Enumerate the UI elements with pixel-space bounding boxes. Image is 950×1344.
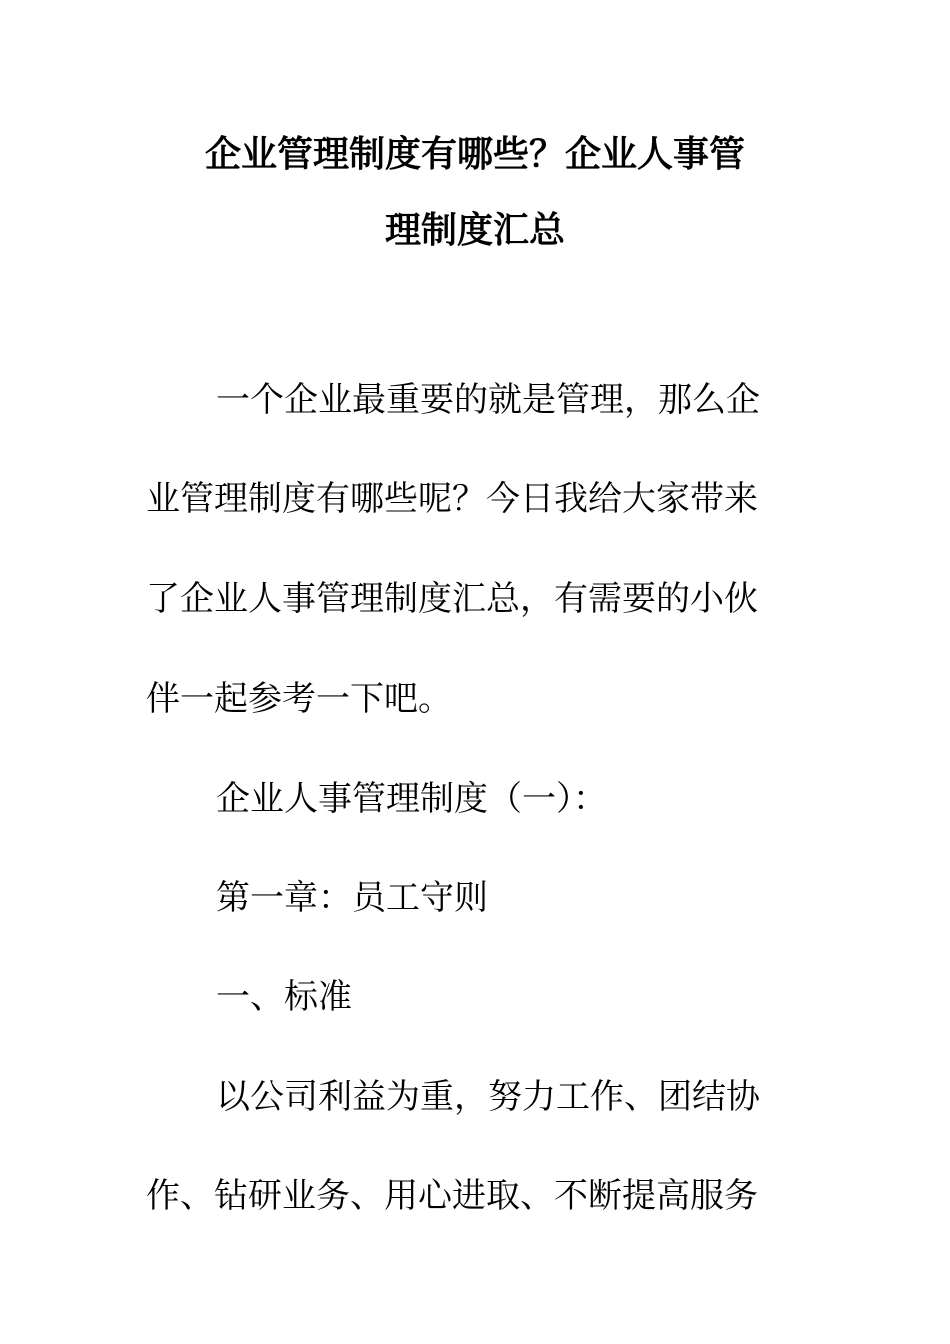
- intro-paragraph-line-4: 伴一起参考一下吧。: [146, 679, 452, 719]
- document-title-line-1: 企业管理制度有哪些？企业人事管: [204, 133, 745, 175]
- body-paragraph-line-1: 以公司利益为重，努力工作、团结协: [216, 1077, 760, 1117]
- document-title-line-2: 理制度汇总: [384, 209, 565, 251]
- intro-paragraph-line-2: 业管理制度有哪些呢？今日我给大家带来: [146, 479, 758, 519]
- chapter-heading: 第一章：员工守则: [216, 878, 488, 918]
- intro-paragraph-line-3: 了企业人事管理制度汇总，有需要的小伙: [146, 579, 758, 619]
- body-paragraph-line-2: 作、钻研业务、用心进取、不断提高服务: [146, 1176, 758, 1216]
- subsection-heading: 一、标准: [216, 977, 352, 1017]
- section-heading: 企业人事管理制度（一）：: [216, 779, 607, 819]
- intro-paragraph-line-1: 一个企业最重要的就是管理，那么企: [216, 380, 760, 420]
